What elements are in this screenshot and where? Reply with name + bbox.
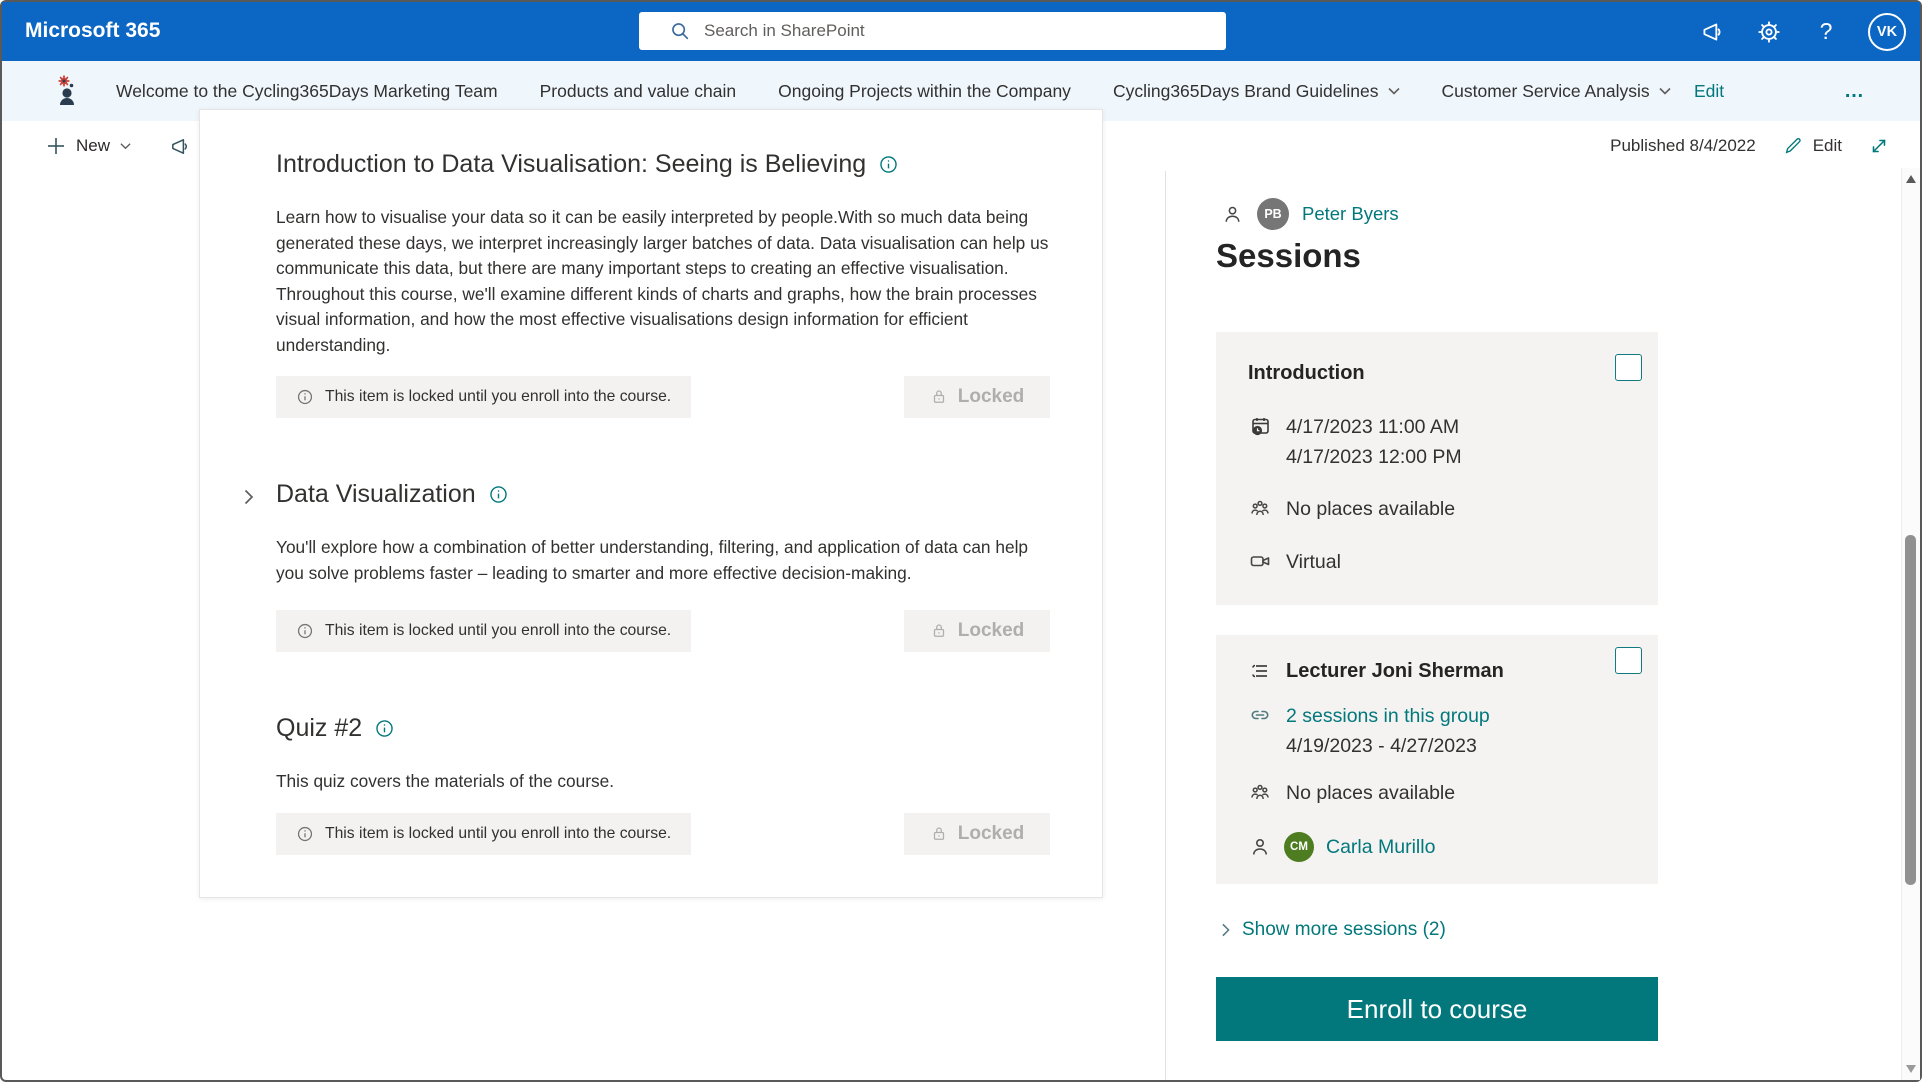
chevron-down-icon [1388,87,1400,95]
help-icon: ? [1819,18,1833,44]
info-icon[interactable] [878,154,899,175]
session-group-info [1286,701,1490,761]
section-body: This quiz covers the materials of the course. [276,771,615,791]
nav-more-button[interactable]: … [1844,79,1866,102]
course-owner-row [1221,198,1399,230]
course-section-data-visualization [276,480,1050,652]
info-icon [296,388,314,406]
session-places: No places available [1286,498,1456,520]
locked-button: Locked [904,376,1050,418]
chevron-down-icon [120,142,131,150]
person-icon [1221,203,1244,226]
session-title: Lecturer Joni Sherman [1286,659,1504,682]
nav-item-customer-service[interactable]: Customer Service Analysis [1442,81,1671,102]
megaphone-icon [169,135,192,158]
pencil-icon [1782,135,1804,157]
nav-item-projects[interactable]: Ongoing Projects within the Company [778,80,1071,101]
suite-bar [2,2,1920,61]
published-date: Published 8/4/2022 [1610,136,1756,155]
course-section-intro [276,150,1050,418]
people-icon [1248,778,1272,804]
settings-button[interactable] [1754,17,1784,47]
list-icon [1248,659,1272,683]
padlock-icon [930,825,948,843]
info-icon [296,622,314,640]
plus-icon [46,136,66,156]
scroll-up-arrow[interactable] [1906,175,1916,183]
search-icon [669,20,691,42]
new-button[interactable]: New [46,136,131,156]
page-content [2,150,1901,1080]
search-box[interactable] [639,12,1226,50]
group-sessions-link[interactable]: 2 sessions in this group [1286,705,1490,727]
padlock-icon [930,622,948,640]
info-icon[interactable] [488,484,509,505]
chevron-right-icon[interactable] [243,489,254,505]
expand-icon [1868,135,1890,157]
section-body: You'll explore how a combination of better understanding, filtering, and application of data can help you solve problems faster – leading to smarter and more effective decision-making. [276,537,1029,583]
nav-item-brand-guidelines[interactable]: Cycling365Days Brand Guidelines [1113,81,1400,102]
lecturer-avatar[interactable]: CM [1284,832,1314,862]
locked-message: This item is locked until you enroll into the course. [276,376,691,418]
nav-item-products[interactable]: Products and value chain [539,80,737,101]
locked-message: This item is locked until you enroll into the course. [276,610,691,652]
owner-avatar[interactable]: PB [1257,198,1289,230]
session-checkbox[interactable] [1615,354,1642,381]
expand-button[interactable] [1868,135,1890,157]
vertical-scrollbar [1901,168,1920,1080]
session-card-group [1216,635,1658,884]
locked-button: Locked [904,610,1050,652]
help-button[interactable] [1811,17,1841,47]
locked-button: Locked [904,813,1050,855]
course-content-card [199,109,1103,898]
nav-edit-button[interactable]: Edit [1694,80,1725,101]
chevron-down-icon [1659,87,1671,95]
announcements-button[interactable] [1697,17,1727,47]
locked-message: This item is locked until you enroll into the course. [276,813,691,855]
sessions-panel [1165,171,1901,1080]
scroll-down-arrow[interactable] [1906,1065,1916,1073]
video-camera-icon [1248,547,1272,573]
course-section-quiz2 [276,714,1050,855]
link-icon [1248,701,1272,727]
person-icon [1248,835,1272,859]
session-title: Introduction [1248,362,1365,384]
sessions-heading: Sessions [1216,237,1361,274]
section-title: Introduction to Data Visualisation: Seeing is Believing [276,150,867,178]
megaphone-icon [1699,19,1725,45]
session-datetime: 4/17/2023 11:00 AM 4/17/2023 12:00 PM [1286,416,1462,468]
owner-name-link[interactable]: Peter Byers [1302,203,1399,224]
section-body: Learn how to visualise your data so it can be easily interpreted by people.With so much data being generated these days, we interpret increasingly larger batches of data. Data visualisation can help us communicate this data, but there are many important steps to creating an effective visualisation. Throughout this course, we'll examine different kinds of charts and graphs, how the brain processes visual information, and how the most effective visualisations design information for efficient understanding. [276,207,1049,355]
site-logo-icon[interactable] [52,73,88,109]
account-avatar[interactable]: VK [1868,13,1906,51]
info-icon [296,825,314,843]
scrollbar-thumb[interactable] [1905,535,1916,885]
people-icon [1248,494,1272,520]
show-more-sessions-link[interactable]: Show more sessions (2) [1221,919,1446,941]
gear-icon [1756,19,1782,45]
lecturer-name-link[interactable]: Carla Murillo [1326,836,1436,858]
search-input[interactable] [704,21,1212,41]
session-checkbox[interactable] [1615,647,1642,674]
session-card-introduction [1216,332,1658,605]
app-title[interactable]: Microsoft 365 [25,19,161,42]
nav-item-welcome[interactable]: Welcome to the Cycling365Days Marketing Team [116,80,498,101]
section-title: Data Visualization [276,480,476,508]
calendar-clock-icon [1248,412,1272,438]
enroll-button[interactable]: Enroll to course [1216,977,1658,1041]
padlock-icon [930,388,948,406]
info-icon[interactable] [374,718,395,739]
chevron-right-icon [1221,923,1230,937]
page-edit-button[interactable]: Edit [1782,135,1842,157]
session-places: No places available [1286,782,1456,804]
session-date-range: 4/19/2023 - 4/27/2023 [1286,735,1477,757]
session-mode: Virtual [1286,551,1341,573]
section-title: Quiz #2 [276,714,363,742]
